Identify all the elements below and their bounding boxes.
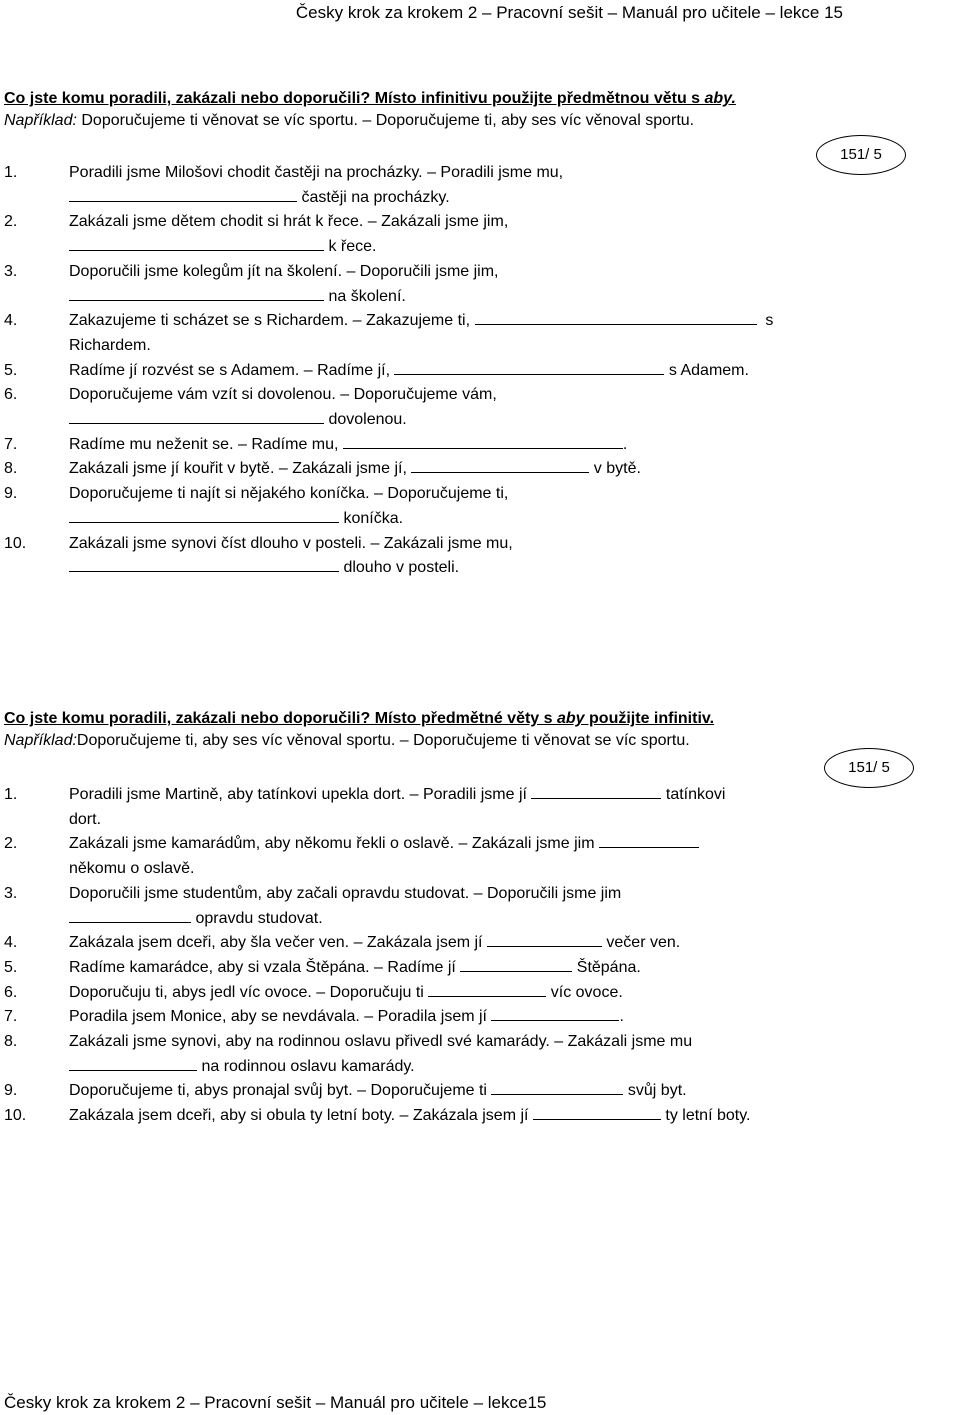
item-number: 3. (4, 262, 18, 280)
item-number: 9. (4, 1082, 18, 1100)
page-header: Česky krok za krokem 2 – Pracovní sešit – Manuál pro učitele – lekce 15 (295, 3, 843, 22)
item-continuation: tatínkovi (665, 786, 726, 803)
exercise-1-title-text: Co jste komu poradili, zakázali nebo doporučili? Místo infinitivu použijte předmětnou větu s (4, 90, 705, 107)
answer-blank[interactable] (69, 285, 324, 301)
item-sentence: Radíme jí rozvést se s Adamem. – Radíme jí, (69, 361, 391, 379)
answer-blank[interactable] (411, 457, 589, 473)
exercise-2-title (4, 709, 944, 729)
item-number: 5. (4, 361, 18, 379)
item-sentence: Zakázala jsem dceři, aby si obula ty letní boty. – Zakázala jsem jí (69, 1107, 529, 1125)
example-label: Například: (4, 732, 77, 749)
item-continuation: na školení. (328, 287, 406, 305)
page-reference-badge: 151/ 5 (824, 748, 914, 788)
item-number: 3. (4, 884, 18, 902)
item-number: 7. (4, 1008, 18, 1026)
answer-blank[interactable] (487, 931, 602, 947)
item-number: 7. (4, 435, 18, 453)
item-continuation: Richardem. (69, 336, 151, 354)
item-sentence: Radíme kamarádce, aby si vzala Štěpána. – Radíme jí (69, 958, 456, 976)
item-continuation: koníčka. (343, 509, 404, 527)
item-number: 2. (4, 835, 18, 853)
item-continuation: večer ven. (606, 934, 681, 952)
item-continuation: dort. (69, 810, 102, 828)
item-continuation: . (619, 1008, 624, 1026)
item-sentence: Doporučujeme ti, abys pronajal svůj byt. – Doporučujeme ti (69, 1082, 487, 1100)
answer-blank[interactable] (69, 408, 324, 424)
item-number: 5. (4, 958, 18, 976)
item-number: 6. (4, 983, 18, 1001)
item-number: 10. (4, 534, 27, 552)
item-continuation: na rodinnou oslavu kamarády. (201, 1057, 415, 1075)
page-footer: Česky krok za krokem 2 – Pracovní sešit – Manuál pro učitele – lekce15 (4, 1393, 547, 1412)
item-number: 8. (4, 1033, 18, 1050)
item-sentence: Zakázali jsme synovi, aby na rodinnou oslavu přivedl své kamarády. – Zakázali jsme mu (69, 1033, 693, 1050)
answer-blank[interactable] (599, 832, 699, 848)
answer-blank[interactable] (69, 556, 339, 572)
item-number: 2. (4, 213, 18, 231)
answer-blank[interactable] (69, 235, 324, 251)
item-sentence: Zakázali jsme synovi číst dlouho v posteli. – Zakázali jsme mu, (69, 534, 513, 552)
item-continuation: v bytě. (593, 460, 641, 478)
item-continuation: častěji na procházky. (301, 188, 450, 206)
item-sentence: Doporučuju ti, abys jedl víc ovoce. – Doporučuju ti (69, 983, 424, 1001)
exercise-1-title-aby: aby. (704, 90, 736, 107)
answer-blank[interactable] (343, 433, 623, 449)
exercise-2-title-aby: aby (557, 710, 585, 727)
answer-blank[interactable] (491, 1005, 619, 1021)
example-label: Například: (4, 112, 77, 129)
example-text: Doporučujeme ti věnovat se víc sportu. – Doporučujeme ti, aby ses víc věnoval sportu. (76, 112, 695, 129)
item-number: 1. (4, 786, 18, 803)
item-sentence: Zakazujeme ti scházet se s Richardem. – Zakazujeme ti, (69, 312, 471, 330)
item-continuation: ty letní boty. (665, 1107, 751, 1125)
item-continuation: dovolenou. (328, 411, 407, 428)
answer-blank[interactable] (491, 1079, 623, 1095)
item-continuation: k řece. (328, 238, 377, 256)
answer-blank[interactable] (69, 186, 297, 202)
item-sentence: Poradila jsem Monice, aby se nevdávala. – Poradila jsem jí (69, 1008, 487, 1026)
answer-blank[interactable] (428, 981, 546, 997)
answer-blank[interactable] (69, 1055, 197, 1071)
example-text: Doporučujeme ti, aby ses víc věnoval sportu. – Doporučujeme ti věnovat se víc sportu. (76, 732, 690, 749)
item-sentence: Zakázala jsem dceři, aby šla večer ven. – Zakázala jsem jí (69, 934, 483, 952)
item-continuation: víc ovoce. (550, 983, 623, 1001)
item-continuation: s (765, 312, 774, 330)
item-sentence: Radíme mu neženit se. – Radíme mu, (69, 435, 339, 453)
exercise-1-title (4, 89, 944, 109)
item-continuation: někomu o oslavě. (69, 860, 195, 878)
answer-blank[interactable] (69, 507, 339, 523)
item-number: 9. (4, 485, 18, 503)
exercise-2-title-text: Co jste komu poradili, zakázali nebo doporučili? Místo předmětné věty s (4, 710, 557, 727)
exercise-1-example (4, 109, 944, 133)
answer-blank[interactable] (475, 309, 757, 325)
item-sentence: Doporučili jsme kolegům jít na školení. – Doporučili jsme jim, (69, 262, 499, 280)
item-continuation: svůj byt. (627, 1082, 687, 1100)
item-continuation: . (622, 435, 628, 453)
answer-blank[interactable] (69, 907, 191, 923)
answer-blank[interactable] (533, 1104, 661, 1120)
item-number: 6. (4, 386, 18, 404)
item-number: 4. (4, 312, 18, 330)
item-continuation: s Adamem. (668, 361, 749, 379)
item-sentence: Poradili jsme Martině, aby tatínkovi upekla dort. – Poradili jsme jí (69, 786, 527, 803)
item-continuation: Štěpána. (576, 958, 641, 976)
item-sentence: Doporučili jsme studentům, aby začali opravdu studovat. – Doporučili jsme jim (69, 884, 622, 902)
item-sentence: Doporučujeme vám vzít si dovolenou. – Doporučujeme vám, (69, 386, 497, 404)
item-number: 10. (4, 1107, 27, 1125)
exercise-2-example (4, 729, 944, 753)
answer-blank[interactable] (460, 956, 572, 972)
item-sentence: Zakázali jsme kamarádům, aby někomu řekli o oslavě. – Zakázali jsme jim (69, 835, 595, 853)
page-reference-badge: 151/ 5 (816, 135, 906, 175)
exercise-2-title-end: použijte infinitiv. (584, 710, 715, 727)
item-continuation: opravdu studovat. (195, 909, 323, 927)
item-number: 8. (4, 460, 18, 478)
item-sentence: Zakázali jsme dětem chodit si hrát k řece. – Zakázali jsme jim, (69, 213, 509, 231)
item-number: 1. (4, 164, 18, 181)
item-number: 4. (4, 934, 18, 952)
answer-blank[interactable] (531, 783, 661, 799)
item-sentence: Doporučujeme ti najít si nějakého koníčka. – Doporučujeme ti, (69, 485, 509, 503)
answer-blank[interactable] (394, 359, 664, 375)
item-sentence: Poradili jsme Milošovi chodit častěji na procházky. – Poradili jsme mu, (69, 164, 564, 181)
item-continuation: dlouho v posteli. (343, 559, 460, 577)
item-sentence: Zakázali jsme jí kouřit v bytě. – Zakázali jsme jí, (69, 460, 407, 478)
